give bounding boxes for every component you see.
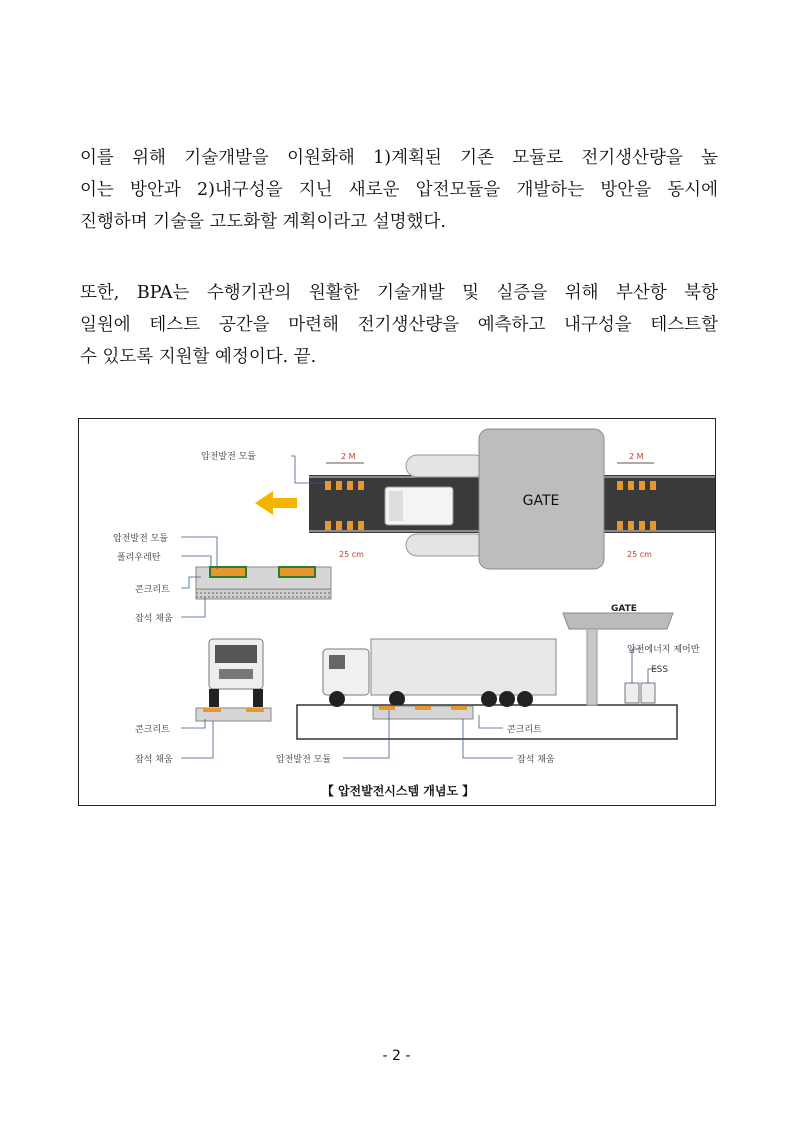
piezo-module-marker [336, 481, 342, 490]
spacing-label-right: 2 M [629, 452, 644, 461]
cs-gravel-label: 잡석 채움 [135, 614, 173, 624]
front-view [135, 639, 271, 765]
cs-polyurethane-label: 폴리우레탄 [117, 553, 161, 563]
direction-arrow-icon [255, 491, 297, 515]
gate-label: GATE [522, 493, 560, 509]
piezo-module-marker [650, 521, 656, 530]
cs-module-label: 압전발전 모듈 [113, 534, 169, 544]
piezo-module-marker [336, 521, 342, 530]
sv-module-label: 압전발전 모듈 [276, 755, 332, 765]
piezo-module-marker [325, 521, 331, 530]
piezo-module-marker [639, 521, 645, 530]
control-panel-box [625, 683, 639, 703]
text-line: 이는 방안과 2)내구성을 지닌 새로운 압전모듈을 개발하는 방안을 동시에 [80, 180, 718, 200]
paragraph-1 [80, 142, 718, 238]
text-line: 이를 위해 기술개발을 이원화해 1)계획된 기존 모듈로 전기생산량을 높 [80, 148, 718, 168]
side-gate-label: GATE [611, 604, 637, 614]
diagram-canvas [79, 419, 715, 805]
width-label-left: 25 cm [339, 550, 364, 559]
piezo-module-marker [617, 521, 623, 530]
fv-concrete-label: 콘크리트 [135, 725, 170, 735]
figure-caption: 【 압전발전시스템 개념도 】 [321, 784, 475, 798]
module-label: 압전발전 모듈 [201, 452, 257, 462]
text-line: 일원에 테스트 공간을 마련해 전기생산량을 예측하고 내구성을 테스트할 [80, 315, 718, 335]
top-view [201, 429, 715, 569]
cross-section [113, 532, 331, 624]
piezo-module-marker [347, 481, 353, 490]
piezo-module-marker [628, 481, 634, 490]
cs-concrete-label: 콘크리트 [135, 585, 170, 595]
spacing-label-left: 2 M [341, 452, 356, 461]
ess-label: ESS [651, 665, 669, 675]
piezo-module-marker [325, 481, 331, 490]
piezo-module-marker [358, 521, 364, 530]
piezo-module-marker [358, 481, 364, 490]
piezo-system-diagram [78, 418, 716, 806]
paragraph-2 [80, 277, 718, 373]
piezo-module-marker [628, 521, 634, 530]
piezo-module-marker [650, 481, 656, 490]
piezo-module-marker [347, 521, 353, 530]
text-line: 수 있도록 지원할 예정이다. 끝. [80, 347, 317, 367]
piezo-module-marker [617, 481, 623, 490]
text-line: 진행하며 기술을 고도화할 계획이라고 설명했다. [80, 212, 446, 232]
text-line: 또한, BPA는 수행기관의 원활한 기술개발 및 실증을 위해 부산항 북항 [80, 283, 718, 303]
gate-canopy [563, 613, 673, 629]
side-view [276, 604, 700, 765]
sv-gravel-label: 잡석 채움 [517, 755, 555, 765]
gate-wheel [406, 455, 486, 477]
piezo-module-marker [639, 481, 645, 490]
page-number: - 2 - [382, 1048, 411, 1064]
container-trailer [371, 639, 556, 695]
fv-gravel-label: 잡석 채움 [135, 755, 173, 765]
gate-wheel [406, 534, 486, 556]
sv-concrete-label: 콘크리트 [507, 725, 542, 735]
control-panel-label: 압전에너지 제어반 [627, 645, 700, 655]
width-label-right: 25 cm [627, 550, 652, 559]
ess-box [641, 683, 655, 703]
